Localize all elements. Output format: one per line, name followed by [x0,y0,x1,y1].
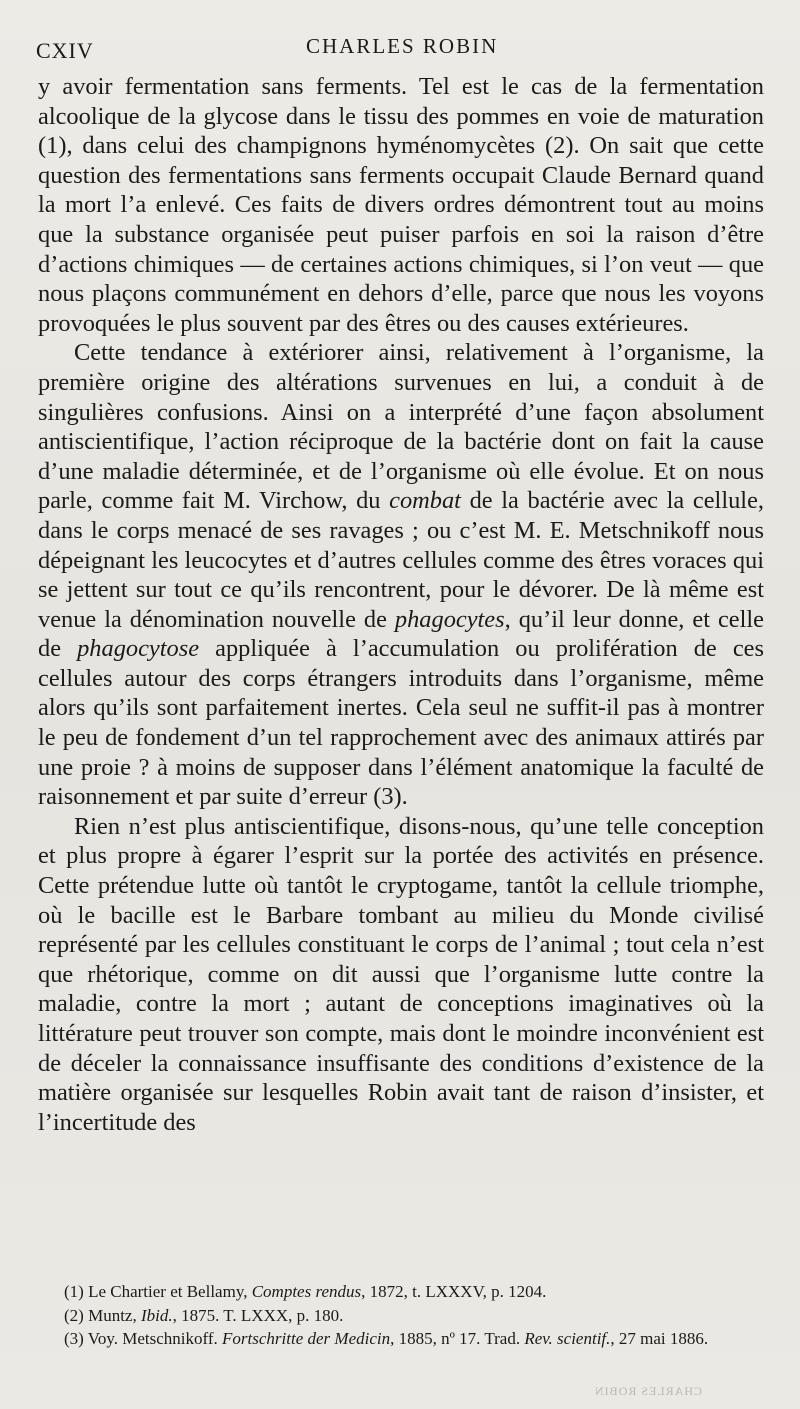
paragraph [38,812,764,1138]
text-run: , 27 mai 1886. [610,1329,709,1348]
text-run: (3) Voy. Metschnikoff. [64,1329,223,1348]
bleed-through-text: CHARLES ROBIN [593,1384,702,1398]
text-run: y avoir fermentation sans ferments. Tel est le cas de la fermentation alcoolique de la glycose dans le tissu des pommes en voie de maturation (1), dans celui des champignons hyménomycètes (2). On sait que cette question des fermentations sans ferments occupait Claude Bernard quand la mort l’a enlevé. Ces faits de divers ordres démontrent tout au moins que la substance organisée peut puiser parfois en soi la raison d’être d’actions chimiques — de certaines actions chimiques, si l’on veut — que nous plaçons communément en dehors d’elle, parce que nous les voyons provoquées le plus souvent par des êtres ou des causes extérieures. [38,73,764,337]
italic-text: Ibid. [140,1305,173,1325]
footnote [38,1327,764,1351]
text-run: Rien n’est plus antiscientifique, disons-nous, qu’une telle conception et plus propre à égarer l’esprit sur la portée des activités en présence. Cette prétendue lutte où tantôt le cryptogame, tantôt la cellule triomphe, où le bacille est le Barbare tombant au milieu du Monde civilisé représenté par les cellules constituant le corps de l’animal ; tout cela n’est que rhétorique, comme on dit aussi que l’organisme lutte contre la maladie, contre la mort ; autant de conceptions imaginatives où la littérature peut trouver son compte, mais dont le moindre inconvénient est de déceler la connaissance insuffisante des conditions d’existence de la matière organisée sur lesquelles Robin avait tant de raison d’insister, et l’incertitude des [38,812,764,1136]
footnote [38,1304,764,1328]
text-run: , 1875. T. LXXX, p. 180. [172,1305,344,1325]
running-head: CHARLES ROBIN [306,34,499,58]
italic-text: Comptes rendus [251,1282,362,1301]
italic-text: phagocytes [394,605,505,633]
text-run: appliquée à l’accumulation ou prolifération de ces cellules autour des corps étrangers introduits dans l’organisme, même alors qu’ils sont parfaitement inertes. Cela seul ne suffit-il pas à montrer le peu de fondement d’un tel rapprochement avec des animaux attirés par une proie ? à moins de supposer dans l’élément anatomique la faculté de raisonnement et par suite d’erreur (3). [38,635,764,811]
italic-text: combat [389,487,461,515]
text-run: Cette tendance à extériorer ainsi, relativement à l’organisme, la première origine des altérations survenues en lui, a conduit à de singulières confusions. Ainsi on a interprété d’une façon absolument antiscientifique, l’action réciproque de la bactérie dont on fait la cause d’une maladie déterminée, et de l’organisme où elle évolue. Et on nous parle, comme fait M. Virchow, du [38,339,764,515]
text-run: (2) Muntz, [64,1305,141,1325]
italic-text: Fortschritte der Medicin [222,1329,391,1348]
page-number: CXIV [36,38,94,63]
text-run: , 1885, nº 17. Trad. [390,1329,525,1348]
text-run: de la bactérie avec la cellule, dans le corps menacé de ses ravages ; ou c’est M. E. Metschnikoff nous dépeignant les leucocytes et d’autres cellules comme des êtres voraces qui se jettent sur tout ce qu’ils rencontrent, pour le dévorer. De là même est venue la dénomination nouvelle de [38,487,764,633]
text-run: , 1872, t. LXXXV, p. 1204. [361,1282,547,1301]
italic-text: Rev. scientif. [524,1329,611,1348]
footnote [38,1280,764,1304]
text-run: (1) Le Chartier et Bellamy, [64,1282,252,1301]
paragraph [38,338,764,812]
text-run: , qu’il leur donne, et celle de [38,605,764,663]
page-header [36,26,764,66]
footnotes [38,1280,764,1351]
paragraph [38,72,764,338]
italic-text: phagocytose [77,635,200,663]
body-text [38,72,764,1137]
